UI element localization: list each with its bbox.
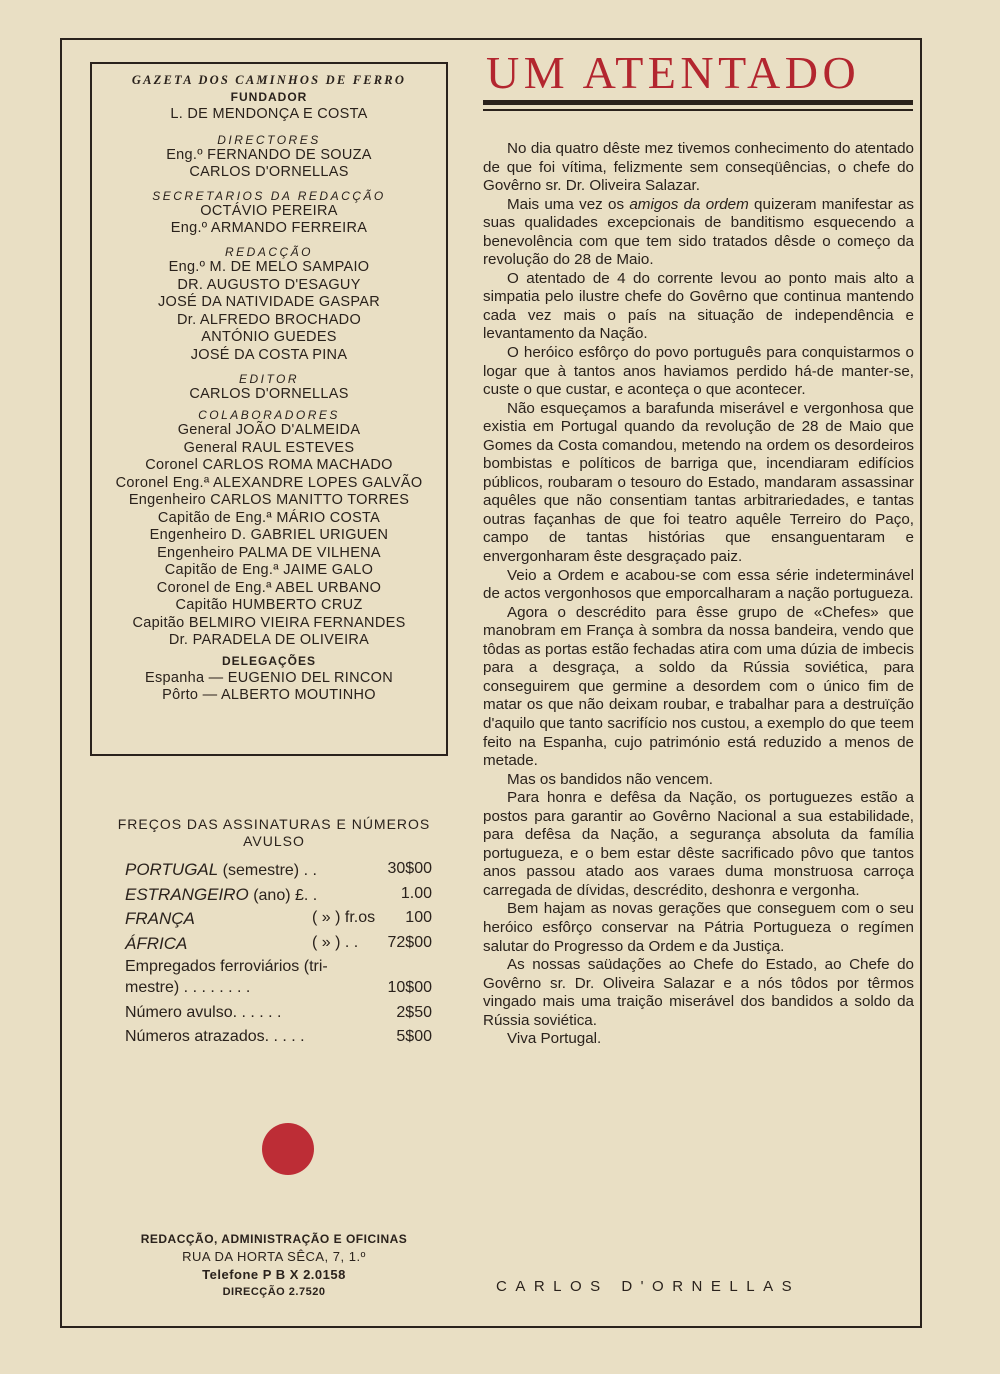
price-region: ÁFRICA: [125, 933, 188, 953]
price-row: [100, 907, 448, 932]
price-value: 72$00: [387, 933, 432, 951]
colaborador-name: Coronel Eng.ª ALEXANDRE LOPES GALVÃO: [115, 474, 423, 491]
article-title: UM ATENTADO: [486, 47, 861, 98]
editor-name: CARLOS D'ORNELLAS: [189, 385, 349, 402]
price-value: 100: [405, 909, 432, 926]
colaborador-name: General RAUL ESTEVES: [183, 439, 355, 456]
article-paragraph: Veio a Ordem e acabou-se com essa série indeterminável de actos vergonhosos que emporcalharam a nação portugueza.: [483, 566, 914, 603]
masthead-box: [90, 62, 448, 756]
article-paragraph: Não esqueçamos a barafunda miserável e vergonhosa que existia em Portugal quando da revolução de 28 de Maio que Gomes da Costa comandou, metendo na ordem os desordeiros bombistas e políticos de barriga que, incendiaram edifícios públicos, roubaram o tesouro do Estado, mandaram assassinar aquêles que não consentiam tantas arbitrariedades, e tantas outras façanhas de que foi teatro aquêle Terreiro do Paço, campo de tantas histórias que ensanguentaram e envergonharam êste desgraçado paiz.: [483, 399, 914, 566]
redaccao-name: JOSÉ DA NATIVIDADE GASPAR: [157, 294, 381, 311]
director-name: Eng.º FERNANDO DE SOUZA: [166, 146, 372, 163]
fundador-name: L. DE MENDONÇA E COSTA: [170, 106, 368, 122]
price-row: [100, 858, 448, 883]
price-value: 30$00: [387, 860, 432, 877]
article-paragraph: Mais uma vez os amigos da ordem quizeram manifestar as suas qualidades excepcionais de banditismo esquecendo a benevolência com que tem sido tratados dêsde o começo da revolução do 28 de Maio.: [483, 195, 914, 269]
price-value: 2$50: [396, 1003, 432, 1021]
colaborador-name: Capitão de Eng.ª MÁRIO COSTA: [157, 509, 381, 526]
price-period: ( » ) fr.os: [312, 909, 376, 926]
prices-title-cont: AVULSO: [243, 833, 305, 849]
price-label: Números atrazados. . . . .: [125, 1028, 305, 1045]
redaccao-name: JOSÉ DA COSTA PINA: [190, 346, 348, 363]
price-row: [100, 1002, 448, 1027]
article-paragraph: O atentado de 4 do corrente levou ao ponto mais alto a simpatia pelo ilustre chefe do Govêrno que continua mantendo cada vez mais o país na situação de independência e levantamento da Nação.: [483, 269, 914, 343]
article-paragraph: Agora o descrédito para êsse grupo de «Chefes» que manobram em França à sombra da nossa bandeira, vendo que tôdas as portas estão fechadas atira com uma dúzia de imbecis para a desgraça, a soldo da Rússia soviética, para conseguirem que germine a desordem com o único fim de matar os que não deixam roubar, e trabalhar para a destruïção d'aquilo que tanto sacrifício nos custou, a exemplo do que teem feito na Espanha, cujo património está reduzido a menos de metade.: [483, 603, 914, 770]
italic-phrase: amigos da ordem: [629, 195, 749, 213]
price-row: [100, 977, 448, 1002]
price-row: [100, 883, 448, 908]
price-label: mestre) . . . . . . . .: [125, 979, 251, 996]
colaborador-name: Coronel de Eng.ª ABEL URBANO: [156, 579, 382, 596]
price-row: [100, 956, 448, 977]
delegacao-line: Pôrto — ALBERTO MOUTINHO: [162, 687, 376, 704]
price-period: (semestre) . .: [218, 862, 317, 879]
price-value: 5$00: [396, 1028, 432, 1045]
article-body: [483, 140, 914, 1049]
subscription-prices: [100, 816, 448, 1051]
colaboradores-heading: COLABORADORES: [198, 408, 340, 423]
direction-phone-line: DIRECÇÃO 2.7520: [222, 1286, 326, 1298]
article-paragraph: O heróico esfôrço do povo português para conquistarmos o logar que à tantos anos haviamos perdido há-de manter-se, custe o que custar, e aconteça o que acontecer.: [483, 344, 914, 399]
address-line: REDACÇÃO, ADMINISTRAÇÃO E OFICINAS: [140, 1232, 408, 1246]
price-region: PORTUGAL: [125, 860, 219, 879]
colaborador-name: Capitão de Eng.ª JAIME GALO: [164, 562, 374, 579]
article-paragraph: Viva Portugal.: [507, 1030, 602, 1048]
redaccao-name: DR. AUGUSTO D'ESAGUY: [177, 276, 361, 293]
secretario-name: Eng.º ARMANDO FERREIRA: [170, 220, 368, 237]
prices-title: FREÇOS DAS ASSINATURAS E NÚMEROS: [117, 816, 431, 832]
article-paragraph: No dia quatro dêste mez tivemos conhecimento do atentado de que foi vítima, felizmente sem conseqüências, o chefe do Govêrno sr. Dr. Oliveira Salazar.: [483, 140, 914, 195]
price-row: [100, 1026, 448, 1051]
article-paragraph: As nossas saüdações ao Chefe do Estado, ao Chefe do Govêrno sr. Dr. Oliveira Salazar e a nós tôdos por têrmos vingado mais uma traição miserável dos bandidos a soldo da Rússia soviética.: [483, 956, 914, 1029]
colaborador-name: Capitão HUMBERTO CRUZ: [175, 597, 363, 614]
publication-name: GAZETA DOS CAMINHOS DE FERRO: [131, 73, 407, 87]
redaccao-name: Dr. ALFREDO BROCHADO: [176, 311, 362, 328]
price-period: ( » ) . .: [312, 933, 359, 951]
telephone-line: Telefone P B X 2.0158: [202, 1267, 346, 1282]
colaborador-name: Dr. PARADELA DE OLIVEIRA: [168, 632, 370, 649]
price-region: FRANÇA: [125, 909, 195, 928]
title-rule-thick: [483, 100, 913, 105]
fundador-heading: FUNDADOR: [230, 90, 308, 104]
delegacoes-heading: DELEGAÇÕES: [221, 653, 316, 668]
redaccao-heading: REDACÇÃO: [224, 244, 313, 259]
secretarios-heading: SECRETARIOS DA REDACÇÃO: [152, 188, 386, 203]
article-paragraph: Bem hajam as novas gerações que conseguem com o seu heróico esfôrço conservar na Pátria Portugueza o regímen salutar do Progresso da Ordem e da Justiça.: [483, 900, 914, 955]
price-value: 1.00: [400, 884, 432, 902]
price-region: ESTRANGEIRO: [125, 884, 249, 904]
colaborador-name: Engenheiro PALMA DE VILHENA: [157, 544, 381, 561]
editor-heading: EDITOR: [238, 371, 300, 386]
price-period: (ano) £. .: [248, 886, 318, 904]
director-name: CARLOS D'ORNELLAS: [189, 164, 349, 181]
colaborador-name: Engenheiro D. GABRIEL URIGUEN: [149, 527, 389, 544]
address-line: RUA DA HORTA SÊCA, 7, 1.º: [182, 1249, 366, 1264]
title-rule-thin: [483, 109, 913, 111]
price-row: [100, 932, 448, 957]
price-label: Número avulso. . . . . .: [125, 1003, 282, 1021]
delegacao-line: Espanha — EUGENIO DEL RINCON: [145, 669, 393, 686]
price-value: 10$00: [387, 979, 432, 996]
publisher-address: [100, 1230, 448, 1300]
secretario-name: OCTÁVIO PEREIRA: [200, 202, 338, 219]
colaborador-name: General JOÃO D'ALMEIDA: [177, 422, 361, 439]
colaborador-name: Engenheiro CARLOS MANITTO TORRES: [128, 492, 410, 509]
redaccao-name: Eng.º M. DE MELO SAMPAIO: [168, 258, 370, 275]
directores-heading: DIRECTORES: [217, 132, 321, 147]
article-paragraph: Mas os bandidos não vencem.: [507, 770, 713, 788]
article-paragraph: Para honra e defêsa da Nação, os portuguezes estão a postos para garantir ao Govêrno Nacional a sua estabilidade, para defêsa da Nação, a segurança absoluta da família portugueza, e o bem estar dêste sacrificado pôvo que tantos anos passou atado aos varaes duma monstruosa carroça carregada de dívidas, descrédito, deshonra e vergonha.: [483, 789, 914, 899]
colaborador-name: Capitão BELMIRO VIEIRA FERNANDES: [132, 614, 406, 631]
colaborador-name: Coronel CARLOS ROMA MACHADO: [145, 457, 393, 474]
red-seal-mark: [262, 1123, 314, 1175]
article-signature: CARLOS D'ORNELLAS: [496, 1278, 801, 1295]
price-label: Empregados ferroviários (tri-: [125, 958, 328, 975]
redaccao-name: ANTÓNIO GUEDES: [201, 329, 337, 346]
